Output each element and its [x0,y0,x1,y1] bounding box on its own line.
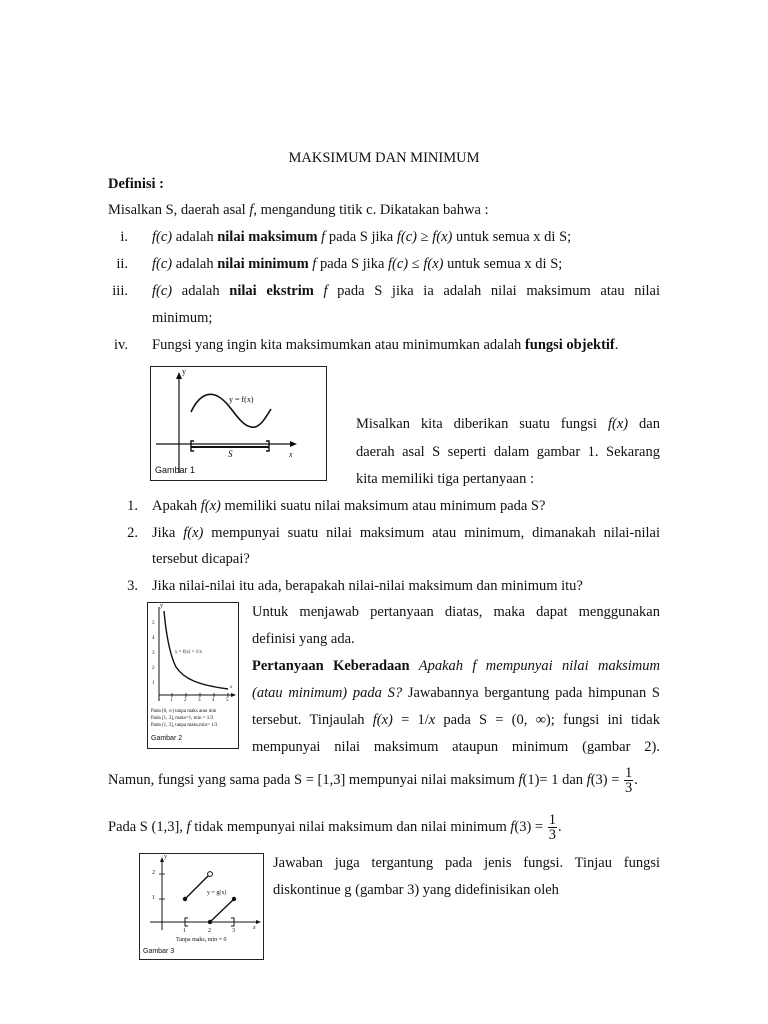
def-item: f(c) adalah nilai ekstrim f pada S jika ia adalah nilai maksimum atau nilai [152,283,660,299]
question-item: Apakah f(x) memiliki suatu nilai maksimum atau minimum pada S? [152,498,546,514]
intro-line: Misalkan S, daerah asal f, mengandung titik c. Dikatakan bahwa : [108,202,489,218]
x-axis-arrow [256,920,261,924]
function-label: y = f(x) [229,395,254,404]
figure-1-graph [151,367,326,480]
paragraph-line: Pertanyaan Keberadaan Apakah f mempunyai nilai maksimum [252,658,660,674]
x-tick-label: 4 [212,698,215,703]
figure-1 [150,366,327,481]
figure-note: Pada (1, 3], tanpa maks,min= 1/3 [151,723,218,728]
x-tick-label: 5 [226,698,229,703]
question-item: Jika f(x) mempunyai suatu nilai maksimum atau minimum, dimanakah nilai-nilai [152,525,661,541]
page-title: MAKSIMUM DAN MINIMUM [288,150,480,166]
closed-point [208,920,212,924]
y-axis-label: y [160,603,163,609]
y-tick-label: 3 [152,651,155,656]
paragraph-line: (atau minimum) pada S? Jawabannya bergantung pada himpunan S [252,685,660,701]
paragraph-line: Misalkan kita diberikan suatu fungsi f(x) dan [356,416,660,432]
y-tick-label: 2 [152,870,155,876]
figure-caption: Gambar 3 [143,948,175,955]
figure-3 [139,853,264,960]
figure-note: Tanpa maks, min = 0 [176,937,227,943]
x-tick-label: 2 [208,928,211,934]
x-tick-label: 2 [184,698,187,703]
definition-heading: Definisi : [108,176,164,192]
paragraph-line: Pada S (1,3], f tidak mempunyai nilai maksimum dan nilai minimum f(3) = $\frac{1}{3}$ . [108,812,562,844]
fraction-one-third: $\frac{1}{3}$ [548,812,556,844]
figure-2 [147,602,239,749]
x-axis-label: x [289,450,293,459]
paragraph-line: Jawaban juga tergantung pada jenis fungsi. Tinjau fungsi [273,855,660,871]
x-axis-label: x [253,925,256,931]
x-tick-label: 3 [198,698,201,703]
y-axis-label: y [182,367,186,376]
y-tick-label: 5 [152,621,155,626]
closed-point [183,897,187,901]
question-number: 2. [127,525,138,541]
def-number: i. [120,229,128,245]
paragraph-line: kita memiliki tiga pertanyaan : [356,471,534,487]
function-label: y = g(x) [207,890,227,896]
x-axis-arrow [290,441,297,447]
x-axis-arrow [231,693,236,697]
function-label: y = f(x) = 1/x [175,650,203,655]
def-number: ii. [116,256,128,272]
y-tick-label: 1 [152,681,155,686]
def-number: iv. [114,337,128,353]
x-axis-label: x [230,685,233,690]
paragraph-line: definisi yang ada. [252,631,355,647]
fraction-one-third: $\frac{1}{3}$ [625,765,633,797]
y-axis-label: y [164,854,167,860]
paragraph-line: daerah asal S seperti dalam gambar 1. Sekarang [356,444,660,460]
question-item: Jika nilai-nilai itu ada, berapakah nilai-nilai maksimum dan minimum itu? [152,578,583,594]
x-tick-label: 1 [183,928,186,934]
question-number: 3. [127,578,138,594]
def-item: Fungsi yang ingin kita maksimumkan atau minimumkan adalah fungsi objektif. [152,337,619,353]
open-point [208,872,213,877]
def-item: f(c) adalah nilai maksimum f pada S jika f(c) ≥ f(x) untuk semua x di S; [152,229,572,245]
closed-point [232,897,236,901]
def-item-continuation: minimum; [152,310,213,326]
paragraph-line: mempunyai nilai maksimum ataupun minimum (gambar 2). [252,739,660,755]
paragraph-line: Namun, fungsi yang sama pada S = [1,3] mempunyai nilai maksimum f(1)= 1 dan f(3) = $\frac{1}{3}$ . [108,765,638,797]
y-tick-label: 4 [152,636,155,641]
figure-caption: Gambar 2 [151,735,183,742]
paragraph-line: diskontinue g (gambar 3) yang didefinisikan oleh [273,882,559,898]
question-continuation: tersebut dicapai? [152,551,250,567]
paragraph-line: tersebut. Tinjaulah f(x) = 1/x pada S = (0, ∞); fungsi ini tidak [252,712,660,728]
y-tick-label: 1 [152,895,155,901]
domain-label: S [228,449,233,459]
x-tick-label: 1 [170,698,173,703]
def-number: iii. [112,283,128,299]
figure-note: Pada (0, ∞) tanpa maks atau min [151,709,217,714]
segment-lower [210,899,234,922]
question-number: 1. [127,498,138,514]
figure-note: Pada [1, 3], maks=1, min = 1/3 [151,716,214,721]
paragraph-line: Untuk menjawab pertanyaan diatas, maka dapat menggunakan [252,604,660,620]
y-tick-label: 2 [152,666,155,671]
figure-caption: Gambar 1 [155,465,196,475]
x-tick-label: 3 [232,928,235,934]
def-item: f(c) adalah nilai minimum f pada S jika f(c) ≤ f(x) untuk semua x di S; [152,256,563,272]
